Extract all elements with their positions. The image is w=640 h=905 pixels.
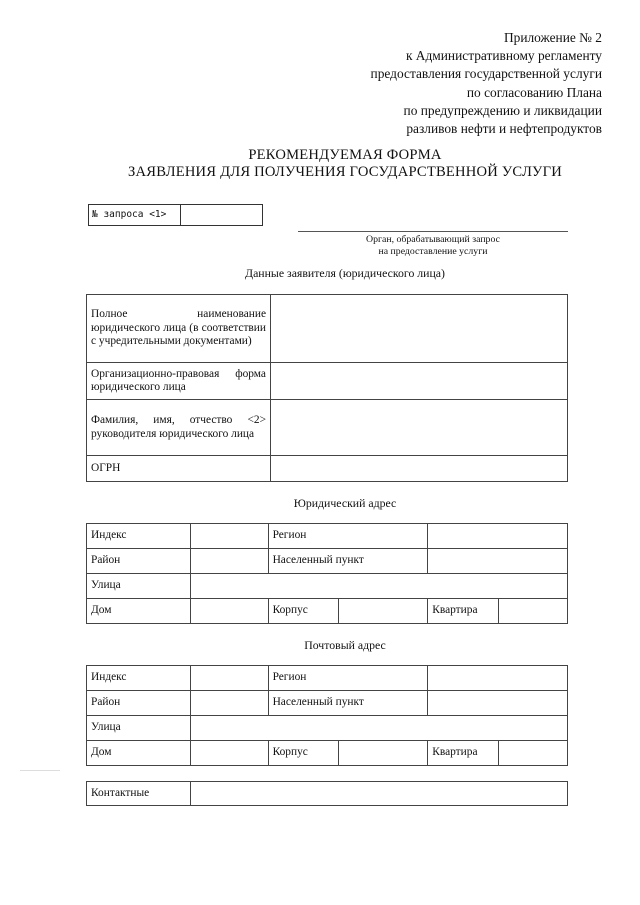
- appendix-line: по предупреждению и ликвидации: [403, 102, 602, 118]
- table-row: [87, 666, 568, 691]
- table-row: [87, 782, 568, 806]
- postal-address-table: [86, 665, 568, 766]
- district-field[interactable]: [190, 549, 268, 574]
- table-row: [87, 400, 568, 456]
- form-title-line1: РЕКОМЕНДУЕМАЯ ФОРМА: [248, 147, 442, 163]
- organ-caption-line2: на предоставление услуги: [378, 246, 488, 257]
- legal-form-field[interactable]: [271, 363, 568, 400]
- request-number-label: № запроса <1>: [89, 205, 181, 225]
- applicant-table: [86, 294, 568, 482]
- table-row: [87, 549, 568, 574]
- building-field[interactable]: [339, 599, 428, 624]
- scan-artifact: [20, 770, 60, 771]
- contacts-field[interactable]: [191, 782, 568, 806]
- table-row: [87, 574, 568, 599]
- settlement-field[interactable]: [428, 691, 568, 716]
- appendix-line: к Административному регламенту: [405, 48, 602, 64]
- index-label: Индекс: [87, 666, 191, 691]
- director-name-label: Фамилия, имя, отчество <2> руководителя юридического лица: [87, 400, 271, 456]
- table-row: [87, 599, 568, 624]
- region-label: Регион: [268, 666, 428, 691]
- table-row: [87, 741, 568, 766]
- table-row: [87, 716, 568, 741]
- index-field[interactable]: [190, 524, 268, 549]
- appendix-line: по согласованию Плана: [466, 84, 602, 100]
- form-title-line2: ЗАЯВЛЕНИЯ ДЛЯ ПОЛУЧЕНИЯ ГОСУДАРСТВЕННОЙ УСЛУГИ: [128, 164, 562, 180]
- apartment-label: Квартира: [428, 599, 499, 624]
- region-field[interactable]: [428, 524, 568, 549]
- apartment-field[interactable]: [499, 741, 568, 766]
- director-name-field[interactable]: [271, 400, 568, 456]
- district-label: Район: [87, 691, 191, 716]
- contacts-table: [86, 781, 568, 806]
- region-field[interactable]: [428, 666, 568, 691]
- ogrn-field[interactable]: [271, 456, 568, 482]
- settlement-label: Населенный пункт: [268, 691, 428, 716]
- house-label: Дом: [87, 599, 191, 624]
- full-name-label: Полное наименование юридического лица (в соответствии с учредительными документами): [87, 295, 271, 363]
- region-label: Регион: [268, 524, 428, 549]
- apartment-field[interactable]: [499, 599, 568, 624]
- legal-address-heading: Юридический адрес: [293, 496, 397, 510]
- full-name-field[interactable]: [271, 295, 568, 363]
- table-row: [87, 524, 568, 549]
- street-label: Улица: [87, 716, 191, 741]
- building-field[interactable]: [339, 741, 428, 766]
- organ-caption-line1: Орган, обрабатывающий запрос: [366, 234, 500, 245]
- district-field[interactable]: [190, 691, 268, 716]
- apartment-label: Квартира: [428, 741, 499, 766]
- index-label: Индекс: [87, 524, 191, 549]
- table-row: [87, 456, 568, 482]
- house-field[interactable]: [190, 599, 268, 624]
- contacts-label: Контактные: [87, 782, 191, 806]
- request-number-box: [88, 204, 263, 226]
- settlement-label: Населенный пункт: [268, 549, 428, 574]
- appendix-line: предоставления государственной услуги: [370, 66, 602, 82]
- district-label: Район: [87, 549, 191, 574]
- organ-field-line[interactable]: [298, 231, 568, 232]
- ogrn-label: ОГРН: [87, 456, 271, 482]
- table-row: [87, 295, 568, 363]
- house-field[interactable]: [190, 741, 268, 766]
- street-field[interactable]: [190, 574, 567, 599]
- building-label: Корпус: [268, 741, 339, 766]
- legal-address-table: [86, 523, 568, 624]
- legal-form-label: Организационно-правовая форма юридического лица: [87, 363, 271, 400]
- appendix-line: Приложение № 2: [503, 30, 602, 45]
- organ-caption: [298, 234, 568, 258]
- postal-address-heading: Почтовый адрес: [304, 638, 386, 652]
- index-field[interactable]: [190, 666, 268, 691]
- street-label: Улица: [87, 574, 191, 599]
- building-label: Корпус: [268, 599, 339, 624]
- applicant-heading: Данные заявителя (юридического лица): [245, 266, 445, 280]
- appendix-header: [302, 29, 602, 138]
- street-field[interactable]: [190, 716, 567, 741]
- table-row: [87, 691, 568, 716]
- table-row: [87, 363, 568, 400]
- house-label: Дом: [87, 741, 191, 766]
- appendix-line: разливов нефти и нефтепродуктов: [406, 121, 602, 137]
- request-number-field[interactable]: [181, 205, 262, 225]
- settlement-field[interactable]: [428, 549, 568, 574]
